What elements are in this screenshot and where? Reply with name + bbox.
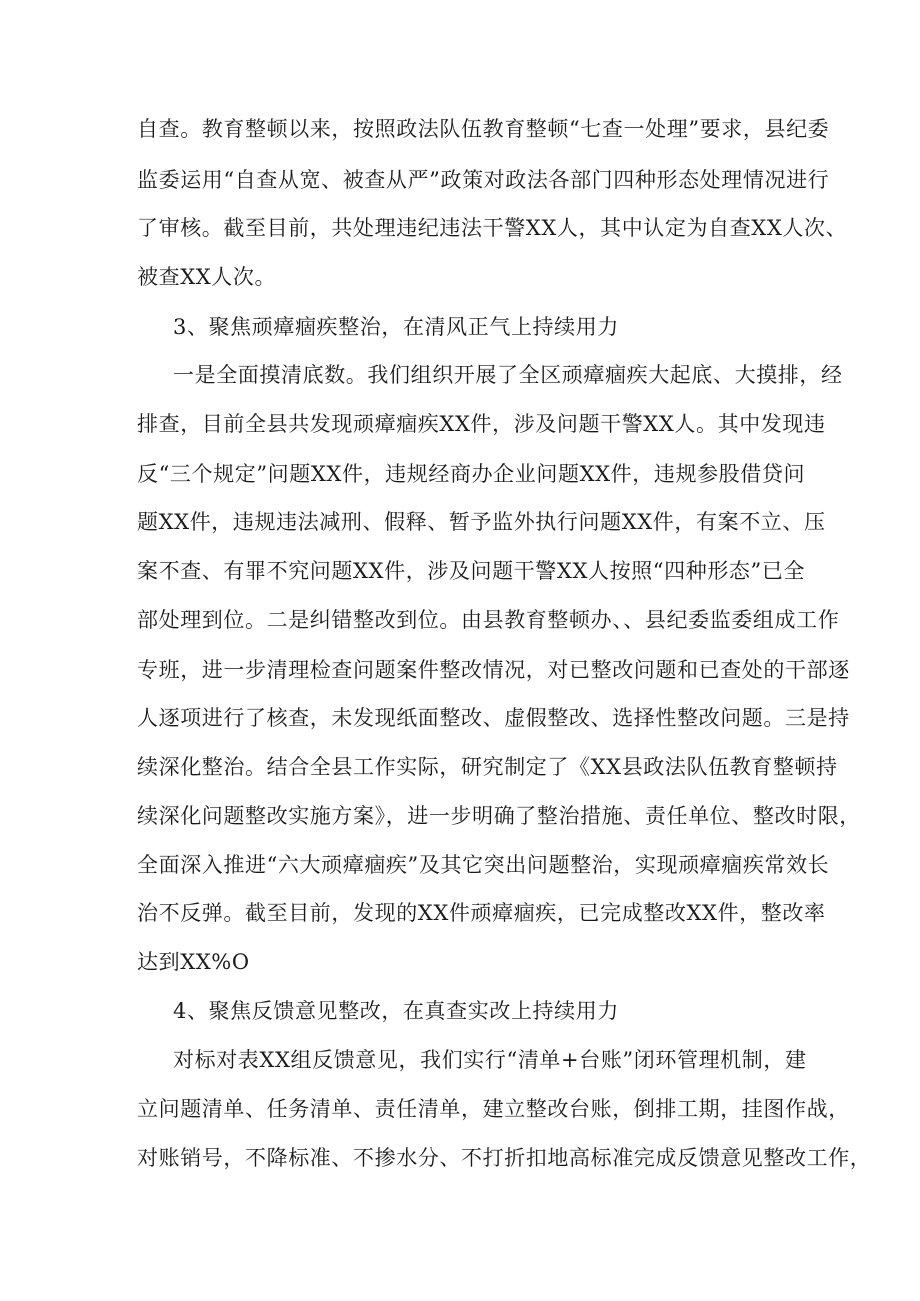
text-line: 立问题清单、任务清单、责任清单，建立整改台账，倒排工期，挂图作战， (137, 1097, 850, 1121)
text-line: 达到XX%O (137, 950, 250, 974)
text-line: 题XX件，违规违法减刑、假释、暂予监外执行问题XX件，有案不立、压 (137, 510, 826, 534)
paragraph-start: 一是全面摸清底数。我们组织开展了全区顽瘴痼疾大起底、大摸排，经 (173, 363, 843, 387)
section-heading: 3、聚焦顽瘴痼疾整治，在清风正气上持续用力 (173, 315, 619, 339)
text-line: 排查，目前全县共发现顽瘴痼疾XX件，涉及问题干警XX人。其中发现违 (137, 412, 826, 436)
text-line: 人逐项进行了核查，未发现纸面整改、虚假整改、选择性整改问题。三是持 (137, 706, 850, 730)
section-heading: 4、聚焦反馈意见整改，在真查实改上持续用力 (173, 999, 619, 1023)
text-line: 反“三个规定”问题XX件，违规经商办企业问题XX件，违规参股借贷问 (137, 462, 806, 486)
text-line: 续深化问题整改实施方案》，进一步明确了整治措施、责任单位、整改时限， (137, 804, 861, 828)
text-line: 案不查、有罪不究问题XX件，涉及问题干警XX人按照“四种形态”已全 (137, 559, 806, 583)
text-line: 了审核。截至目前，共处理违纪违法干警XX人，其中认定为自查XX人次、 (137, 216, 848, 240)
text-line: 续深化整治。结合全县工作实际，研究制定了《XX县政法队伍教育整顿持 (137, 755, 838, 779)
text-line: 全面深入推进“六大顽瘴痼疾”及其它突出问题整治，实现顽瘴痼疾常效长 (137, 853, 830, 877)
paragraph-start: 对标对表XX组反馈意见，我们实行“清单+台账”闭环管理机制，建 (173, 1048, 807, 1072)
text-line: 治不反弹。截至目前，发现的XX件顽瘴痼疾，已完成整改XX件，整改率 (137, 901, 826, 925)
text-line: 部处理到位。二是纠错整改到位。由县教育整顿办、、县纪委监委组成工作 (137, 608, 840, 632)
text-line: 被查XX人次。 (137, 265, 277, 289)
text-line: 专班，进一步清理检查问题案件整改情况，对已整改问题和已查处的干部逐 (137, 658, 850, 682)
text-line: 自查。教育整顿以来，按照政法队伍教育整顿“七查一处理”要求，县纪委 (137, 117, 830, 141)
text-line: 对账销号，不降标准、不掺水分、不打折扣地高标准完成反馈意见整改工作， (137, 1146, 872, 1170)
text-line: 监委运用“自查从宽、被查从严”政策对政法各部门四种形态处理情况进行 (137, 168, 830, 192)
